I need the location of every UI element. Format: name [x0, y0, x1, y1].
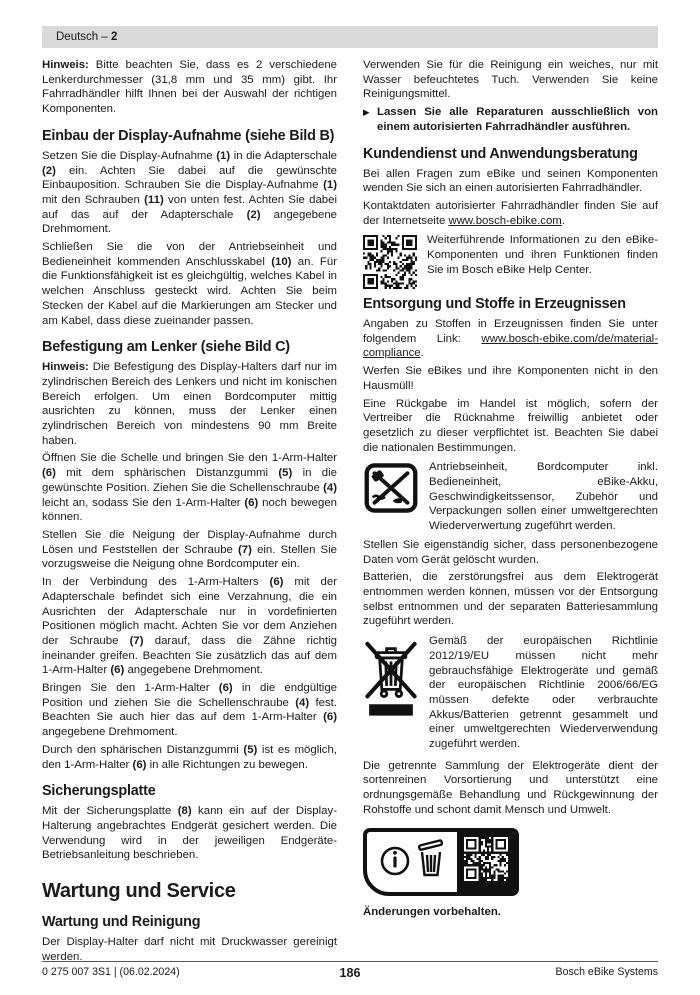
footer-doc-number: 0 275 007 3S1 | (06.02.2024): [42, 966, 180, 978]
left-column: [42, 58, 337, 967]
info-circle-icon: [377, 838, 413, 885]
badge-qr-panel: [457, 832, 515, 892]
section-heading: Wartung und Reinigung: [42, 914, 201, 931]
paragraph: Weiterführende Informationen zu den eBike-Komponenten und ihren Funktionen finden Sie im Bosch eBike Help Center.: [427, 234, 658, 276]
footer-brand: Bosch eBike Systems: [555, 966, 658, 978]
paragraph: Mit der Sicherungsplatte (8) kann ein auf der Display-Halterung angebrachtes Endgerät gesichert werden. Die Verwendung wird in der jeweiligen Endgeräte-Betriebsanleitung beschrieben.: [42, 805, 337, 862]
page-footer: [42, 961, 658, 978]
header-language-label: Deutsch –: [56, 31, 111, 43]
paragraph: Batterien, die zerstörungsfrei aus dem Elektrogerät entnommen werden können, müssen vor der Entsorgung selbst entnommen und der separaten Batteriesammlung zugeführt werden.: [363, 571, 658, 628]
paragraph: Hinweis: Bitte beachten Sie, dass es 2 verschiedene Lenkerdurchmesser (31,8 mm und 35 mm) gibt. Ihr Fahrradhändler hilft Ihnen bei der Auswahl der richtigen Komponenten.: [42, 59, 337, 116]
icon-paragraph: [363, 233, 658, 277]
footer-page-number: 186: [339, 966, 361, 980]
section-heading: Einbau der Display-Aufnahme (siehe Bild B): [42, 127, 335, 144]
link[interactable]: www.bosch-ebike.com/de/material-compliance: [363, 332, 658, 360]
bullet-item: [363, 105, 658, 134]
bullet-arrow-icon: ▶: [363, 107, 370, 118]
paragraph: Schließen Sie die von der Antriebseinheit und Bedieneinheit kommenden Anschlusskabel (10) an. Für die Funktionsfähigkeit ist es gleichgültig, welches Kabel in welchen Anschluss gesteckt wird. Achten Sie beim Stecken der Kabel auf die Markierungen am Stecker und am Kabel, dass diese zueinander passen.: [42, 241, 338, 327]
paragraph: Stellen Sie die Neigung der Display-Aufnahme durch Lösen und Feststellen der Schraube (7) ein. Stellen Sie vorzugsweise die Neigung ohne Bordcomputer ein.: [42, 528, 337, 571]
disposal-info-qr-badge: [363, 828, 519, 896]
icon-paragraph: [363, 634, 658, 755]
section-heading: Kundendienst und Anwendungsberatung: [363, 145, 638, 162]
link[interactable]: www.bosch-ebike.com: [448, 214, 562, 227]
paragraph: Lassen Sie alle Reparaturen ausschließlich von einem autorisierten Fahrradhändler ausführen.: [377, 106, 658, 133]
paragraph: Werfen Sie eBikes und ihre Komponenten nicht in den Hausmüll!: [363, 365, 658, 392]
paragraph: In der Verbindung des 1-Arm-Halters (6) mit der Adapterschale befindet sich eine Verzahnung, die ein Ausrichten der Adapterschale nur in vordefinierten Positionen möglich macht. Achten Sie vor dem Anziehen der Schraube (7) darauf, dass die Zähne richtig ineinander greifen. Beachten Sie zusätzlich das auf dem 1-Arm-Halter (6) angegebene Drehmoment.: [42, 576, 337, 677]
chapter-heading: Wartung und Service: [42, 880, 236, 903]
paragraph: Bringen Sie den 1-Arm-Halter (6) in die endgültige Position und ziehen Sie die Schellenschraube (4) fest. Beachten Sie auch hier das auf dem 1-Arm-Halter (6) angegebene Drehmoment.: [42, 682, 337, 739]
paragraph: Kontaktdaten autorisierter Fahrradhändler finden Sie auf der Internetseite www.bosch-ebike.com.: [363, 199, 658, 227]
badge-symbols: [367, 832, 457, 892]
paragraph: Änderungen vorbehalten.: [363, 905, 501, 918]
paragraph: Öffnen Sie die Schelle und bringen Sie den 1-Arm-Halter (6) mit dem sphärischen Distanzgummi (5) in die gewünschte Position. Ziehen Sie die Schellenschraube (4) leicht an, sodass Sie den 1-Arm-Halter (6) noch bewegen können.: [42, 452, 337, 524]
paragraph: Durch den sphärischen Distanzgummi (5) ist es möglich, den 1-Arm-Halter (6) in alle Richtungen zu bewegen.: [42, 743, 337, 771]
page-header-bar: [42, 26, 658, 48]
paragraph: Der Display-Halter darf nicht mit Druckwasser gereinigt werden.: [42, 936, 337, 963]
header-page-ref: 2: [110, 31, 118, 43]
paragraph: Gemäß der europäischen Richtlinie 2012/19/EU müssen nicht mehr gebrauchsfähige Elektrogeräte und gemäß der europäischen Richtlinie 2006/66/EG müssen defekte oder verbrauchte Akkus/Batterien getrennt gesammelt und einer umweltgerechten Wiederverwendung zugeführt werden.: [429, 635, 658, 751]
qr-help-center-icon: [363, 235, 417, 294]
icon-paragraph: [363, 460, 658, 534]
weee-crossed-bin-icon: [363, 636, 419, 725]
recycle-components-icon: [363, 462, 419, 519]
paragraph: Setzen Sie die Display-Aufnahme (1) in die Adapterschale (2) ein. Achten Sie dabei auf die gewünschte Einbauposition. Schrauben Sie die Display-Aufnahme (1) mit den Schrauben (11) von unten fest. Achten Sie dabei auf das auf der Adapterschale (2) angegebene Drehmoment.: [42, 149, 338, 236]
paragraph: Bei allen Fragen zum eBike und seinen Komponenten wenden Sie sich an einen autorisierten Fahrradhändler.: [363, 167, 658, 195]
badge-qr-icon: [464, 837, 508, 886]
right-column: [363, 58, 658, 967]
paragraph: Eine Rückgabe im Handel ist möglich, sofern der Vertreiber die Rücknahme freiwillig anbietet oder gesetzlich zu dieser verpflichtet ist. Beachten Sie dabei die nationalen Bestimmungen.: [363, 397, 658, 454]
paragraph: Stellen Sie eigenständig sicher, dass personenbezogene Daten vom Gerät gelöscht wurden.: [363, 538, 658, 566]
paragraph: Hinweis: Die Befestigung des Display-Halters darf nur im zylindrischen Bereich des Lenkers und nicht im konischen Bereich erfolgen. Um einen Bordcomputer mittig ausrichten zu können, muss der Lenker einen zylindrischen Bereich von mindestens 90 mm Breite haben.: [42, 361, 337, 447]
section-heading: Befestigung am Lenker (siehe Bild C): [42, 339, 290, 356]
trash-bin-icon: [414, 838, 448, 885]
paragraph: Verwenden Sie für die Reinigung ein weiches, nur mit Wasser befeuchtetes Tuch. Verwenden Sie keine Reinigungsmittel.: [363, 59, 658, 101]
paragraph: Antriebseinheit, Bordcomputer inkl. Bedieneinheit, eBike-Akku, Geschwindigkeitssensor, Zubehör und Verpackungen sollen einer umweltgerechten Wiederverwertung zugeführt werden.: [429, 461, 658, 533]
paragraph: Angaben zu Stoffen in Erzeugnissen finden Sie unter folgendem Link: www.bosch-ebike.com/de/material-compliance.: [363, 318, 658, 360]
paragraph: Die getrennte Sammlung der Elektrogeräte dient der sortenreinen Vorsortierung und unterstützt eine ordnungsgemäße Behandlung und Rückgewinnung der Rohstoffe und schont damit Mensch und Umwelt.: [363, 759, 658, 816]
content-columns: [42, 58, 658, 967]
section-heading: Sicherungsplatte: [42, 783, 156, 800]
section-heading: Entsorgung und Stoffe in Erzeugnissen: [363, 296, 626, 313]
